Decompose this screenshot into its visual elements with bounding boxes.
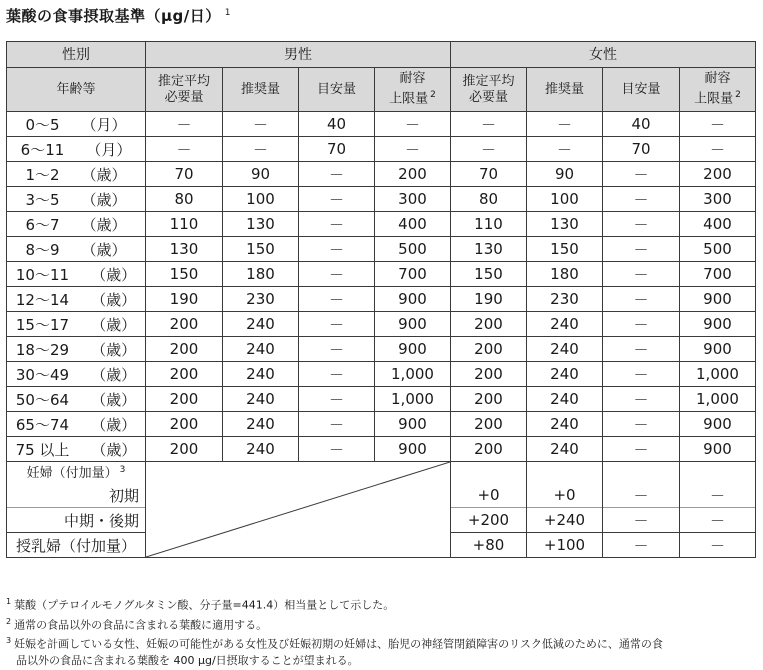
female-ai-cell: －: [603, 262, 680, 287]
lactating-label: 授乳婦（付加量）: [7, 533, 146, 558]
male-header: 男性: [146, 42, 451, 68]
male-ai-cell: －: [299, 237, 375, 262]
footnote-2: $^2$ 通常の食品以外の食品に含まれる葉酸に適用する。: [6, 616, 268, 632]
female-ul-cell: －: [680, 508, 756, 533]
female-ul-cell: 500: [680, 237, 756, 262]
table-row: [7, 187, 756, 212]
table-row: [7, 162, 756, 187]
female-rda-cell: 90: [527, 162, 603, 187]
male-rda-cell: 240: [223, 387, 299, 412]
female-ul-cell: 1,000: [680, 362, 756, 387]
female-ul-cell: 1,000: [680, 387, 756, 412]
female-ai-cell: －: [603, 508, 680, 533]
male-rda-cell: －: [223, 112, 299, 137]
female-rda-cell: +100: [527, 533, 603, 558]
male-rda-cell: 100: [223, 187, 299, 212]
male-rda-cell: 130: [223, 212, 299, 237]
female-ai-cell: 70: [603, 137, 680, 162]
age-cell: 6～11 （月）: [7, 137, 146, 162]
male-ear-cell: 200: [146, 337, 223, 362]
footnotes: [6, 594, 758, 669]
female-rda-cell: +0: [527, 483, 603, 508]
male-ai-cell: －: [299, 312, 375, 337]
female-ai-cell: －: [603, 212, 680, 237]
female-ear-cell: +200: [451, 508, 527, 533]
female-ul-cell: 300: [680, 187, 756, 212]
female-ear-cell: 130: [451, 237, 527, 262]
male-ul-cell: 900: [375, 337, 451, 362]
male-ai-cell: －: [299, 187, 375, 212]
male-ai-cell: 70: [299, 137, 375, 162]
male-ai-cell: －: [299, 437, 375, 462]
female-ear-header: 推定平均 必要量: [451, 68, 527, 112]
female-ul-header: 耐容 上限量 $^2$: [680, 68, 756, 112]
male-ear-cell: 130: [146, 237, 223, 262]
male-ear-cell: 70: [146, 162, 223, 187]
female-ai-cell: －: [603, 312, 680, 337]
age-cell: 18～29 （歳）: [7, 337, 146, 362]
age-header: 年齢等: [7, 68, 146, 112]
age-cell: 0～5 （月）: [7, 112, 146, 137]
male-ear-cell: 200: [146, 437, 223, 462]
header-row-columns: [7, 68, 756, 112]
female-rda-cell: 240: [527, 387, 603, 412]
age-cell: 6～7 （歳）: [7, 212, 146, 237]
female-ul-cell: －: [680, 137, 756, 162]
female-ear-cell: 200: [451, 387, 527, 412]
footnote-3-continued: 品以外の食品に含まれる葉酸を 400 μg/日摂取することが望まれる。: [16, 653, 359, 667]
male-rda-cell: 180: [223, 262, 299, 287]
sex-header: 性別: [7, 42, 146, 68]
folate-intake-table: [6, 41, 756, 558]
male-rda-cell: 150: [223, 237, 299, 262]
female-rda-cell: +240: [527, 508, 603, 533]
female-ear-cell: +80: [451, 533, 527, 558]
female-ai-header: 目安量: [603, 68, 680, 112]
pregnant-label-row: [7, 462, 756, 484]
female-ear-cell: 200: [451, 337, 527, 362]
male-ul-cell: 900: [375, 287, 451, 312]
female-ul-cell: －: [680, 533, 756, 558]
male-rda-cell: －: [223, 137, 299, 162]
page-title: [6, 5, 231, 26]
female-ai-cell: －: [603, 533, 680, 558]
table-row: [7, 237, 756, 262]
female-ear-cell: 200: [451, 362, 527, 387]
male-ul-cell: －: [375, 137, 451, 162]
table-row: [7, 212, 756, 237]
male-ai-cell: －: [299, 212, 375, 237]
male-rda-cell: 230: [223, 287, 299, 312]
pregnant-label-cell: 妊婦（付加量） $^3$: [7, 462, 146, 484]
female-rda-cell: 130: [527, 212, 603, 237]
male-rda-header: 推奨量: [223, 68, 299, 112]
female-rda-cell: 240: [527, 337, 603, 362]
female-ear-cell: 190: [451, 287, 527, 312]
male-ul-header: 耐容 上限量 $^2$: [375, 68, 451, 112]
male-ai-cell: －: [299, 287, 375, 312]
female-ai-cell: －: [603, 187, 680, 212]
female-rda-cell: 240: [527, 412, 603, 437]
table-row: [7, 262, 756, 287]
female-ear-cell: 200: [451, 312, 527, 337]
table-row: [7, 362, 756, 387]
male-ear-cell: 190: [146, 287, 223, 312]
female-ear-cell: 200: [451, 437, 527, 462]
ul-footnote-marker: 2: [430, 90, 436, 101]
female-ear-cell: +0: [451, 483, 527, 508]
male-ul-cell: 900: [375, 312, 451, 337]
female-ai-cell: －: [603, 483, 680, 508]
female-rda-cell: －: [527, 137, 603, 162]
age-cell: 3～5 （歳）: [7, 187, 146, 212]
male-ul-cell: 200: [375, 162, 451, 187]
female-ul-cell: 900: [680, 412, 756, 437]
male-ai-cell: －: [299, 412, 375, 437]
table-row: [7, 437, 756, 462]
age-cell: 75 以上 （歳）: [7, 437, 146, 462]
table-row: [7, 287, 756, 312]
female-rda-cell: 230: [527, 287, 603, 312]
female-ear-cell: 110: [451, 212, 527, 237]
male-rda-cell: 240: [223, 412, 299, 437]
male-ear-cell: 200: [146, 362, 223, 387]
female-ear-cell: 150: [451, 262, 527, 287]
female-ul-cell: －: [680, 112, 756, 137]
male-ul-cell: 700: [375, 262, 451, 287]
female-ear-cell: －: [451, 112, 527, 137]
female-ai-cell: －: [603, 162, 680, 187]
female-ai-cell: －: [603, 287, 680, 312]
table-row: [7, 137, 756, 162]
age-cell: 65～74 （歳）: [7, 412, 146, 437]
male-ai-header: 目安量: [299, 68, 375, 112]
female-ear-cell: －: [451, 137, 527, 162]
male-not-applicable-diagonal: [146, 462, 451, 558]
male-rda-cell: 240: [223, 362, 299, 387]
female-ul-cell: 900: [680, 287, 756, 312]
male-ai-cell: －: [299, 387, 375, 412]
header-row-sex: [7, 42, 756, 68]
table-row: [7, 337, 756, 362]
male-ai-cell: －: [299, 262, 375, 287]
male-ul-cell: 300: [375, 187, 451, 212]
age-cell: 50～64 （歳）: [7, 387, 146, 412]
male-ear-cell: －: [146, 112, 223, 137]
female-ai-cell: －: [603, 237, 680, 262]
male-ul-cell: 400: [375, 212, 451, 237]
female-rda-cell: 150: [527, 237, 603, 262]
footnote-1: $^1$ 葉酸（プテロイルモノグルタミン酸、分子量=441.4）相当量として示した。: [6, 597, 395, 612]
male-ai-cell: －: [299, 162, 375, 187]
female-ul-cell: 400: [680, 212, 756, 237]
male-ul-cell: 1,000: [375, 387, 451, 412]
pregnant-mid-label: 中期・後期: [7, 508, 146, 533]
male-ul-cell: 900: [375, 437, 451, 462]
female-header: 女性: [451, 42, 756, 68]
male-ear-header: 推定平均 必要量: [146, 68, 223, 112]
table-row: [7, 412, 756, 437]
female-ul-cell: 700: [680, 262, 756, 287]
table-body: [7, 112, 756, 558]
female-rda-cell: 180: [527, 262, 603, 287]
female-rda-cell: 100: [527, 187, 603, 212]
female-ai-cell: －: [603, 387, 680, 412]
male-ear-cell: 110: [146, 212, 223, 237]
footnote-3: $^3$ 妊娠を計画している女性、妊娠の可能性がある女性及び妊娠初期の妊婦は、胎児の神経管閉鎖障害のリスク低減のために、通常の食: [6, 636, 663, 651]
male-ai-cell: －: [299, 362, 375, 387]
table-row: [7, 112, 756, 137]
age-cell: 12～14 （歳）: [7, 287, 146, 312]
male-rda-cell: 240: [223, 437, 299, 462]
male-rda-cell: 90: [223, 162, 299, 187]
female-ai-cell: －: [603, 412, 680, 437]
male-ai-cell: －: [299, 337, 375, 362]
female-ul-cell: 200: [680, 162, 756, 187]
female-rda-cell: 240: [527, 437, 603, 462]
female-ul-cell: 900: [680, 312, 756, 337]
female-ai-cell: －: [603, 362, 680, 387]
male-ear-cell: 150: [146, 262, 223, 287]
table-row: [7, 312, 756, 337]
male-ul-cell: 900: [375, 412, 451, 437]
male-ul-cell: 1,000: [375, 362, 451, 387]
male-ear-cell: 200: [146, 312, 223, 337]
male-ul-cell: －: [375, 112, 451, 137]
title-text: 葉酸の食事摂取基準（μg/日）: [6, 7, 221, 25]
female-ear-cell: 80: [451, 187, 527, 212]
age-cell: 30～49 （歳）: [7, 362, 146, 387]
female-rda-header: 推奨量: [527, 68, 603, 112]
female-ear-cell: 70: [451, 162, 527, 187]
male-ear-cell: 200: [146, 387, 223, 412]
male-ear-cell: －: [146, 137, 223, 162]
table-row: [7, 387, 756, 412]
female-rda-cell: 240: [527, 312, 603, 337]
ul-footnote-marker: 2: [735, 90, 741, 101]
female-ai-cell: －: [603, 337, 680, 362]
age-cell: 10～11 （歳）: [7, 262, 146, 287]
female-ul-cell: 900: [680, 437, 756, 462]
female-ear-cell: 200: [451, 412, 527, 437]
female-ai-cell: －: [603, 437, 680, 462]
female-rda-cell: 240: [527, 362, 603, 387]
age-cell: 8～9 （歳）: [7, 237, 146, 262]
age-cell: 1～2 （歳）: [7, 162, 146, 187]
female-rda-cell: －: [527, 112, 603, 137]
pregnant-early-label: 初期: [7, 483, 146, 508]
male-rda-cell: 240: [223, 337, 299, 362]
male-ai-cell: 40: [299, 112, 375, 137]
female-ai-cell: 40: [603, 112, 680, 137]
age-cell: 15～17 （歳）: [7, 312, 146, 337]
male-ear-cell: 200: [146, 412, 223, 437]
title-footnote-marker: 1: [224, 8, 231, 18]
male-rda-cell: 240: [223, 312, 299, 337]
female-ul-cell: 900: [680, 337, 756, 362]
male-ear-cell: 80: [146, 187, 223, 212]
female-ul-cell: －: [680, 483, 756, 508]
male-ul-cell: 500: [375, 237, 451, 262]
